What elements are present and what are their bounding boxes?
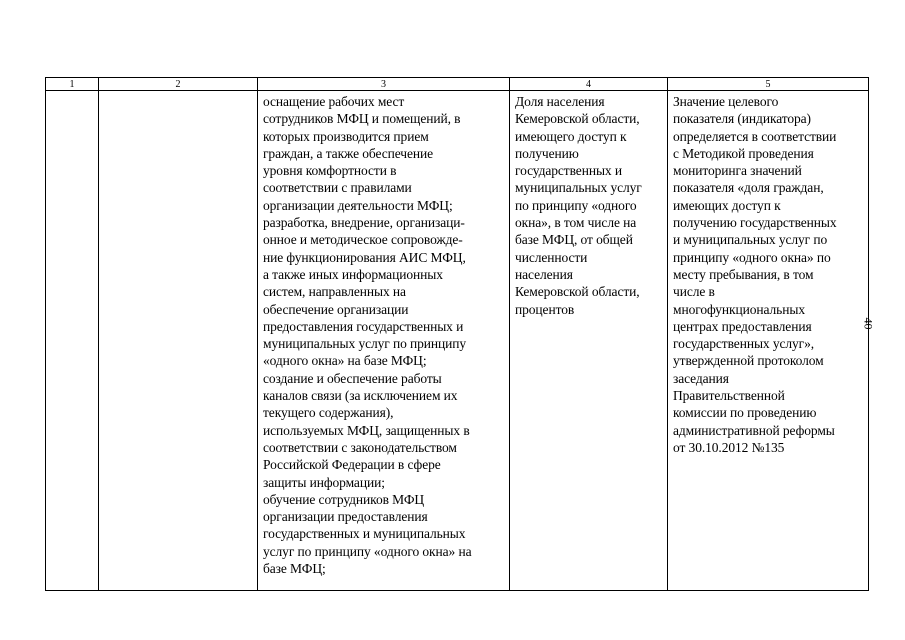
header-cell-5: 5 [668, 78, 869, 91]
cell-col-3 [258, 91, 510, 591]
cell-col-5 [668, 91, 869, 591]
cell-col-3-text: оснащение рабочих мест сотрудников МФЦ и помещений, в которых производится прием граждан, а также обеспечение уровня комфортности в соответствии с правилами организации деятельности МФЦ; разработка, внедрение, организаци- онное и методическое сопровожде- ние функционирования АИС МФЦ, а также иных информационных систем, направленных на обеспечение организации предоставления государственных и муниципальных услуг по принципу «одного окна» на базе МФЦ; создание и обеспечение работы каналов связи (за исключением их текущего содержания), используемых МФЦ, защищенных в соответствии с законодательством Российской Федерации в сфере защиты информации; обучение сотрудников МФЦ организации предоставления государственных и муниципальных услуг по принципу «одного окна» на базе МФЦ; [263, 94, 472, 577]
header-cell-1: 1 [46, 78, 99, 91]
cell-col-4-text: Доля населения Кемеровской области, имеющего доступ к получению государственных и муниципальных услуг по принципу «одного окна», в том числе на базе МФЦ, от общей численности населения Кемеровской области, процентов [515, 94, 642, 317]
header-cell-3: 3 [258, 78, 510, 91]
table-row [46, 91, 869, 591]
header-row [46, 78, 869, 91]
cell-col-4 [510, 91, 668, 591]
cell-col-1-text [46, 91, 98, 93]
cell-col-5-text: Значение целевого показателя (индикатора) определяется в соответствии с Методикой проведения мониторинга значений показателя «доля граждан, имеющих доступ к получению государственных и муниципальных услуг по принципу «одного окна» по месту пребывания, в том числе в многофункциональных центрах предоставления государственных услуг», утвержденной протоколом заседания Правительственной комиссии по проведению административной реформы от 30.10.2012 №135 [673, 94, 837, 455]
header-cell-2: 2 [99, 78, 258, 91]
header-cell-4: 4 [510, 78, 668, 91]
cell-col-2-text [99, 91, 257, 93]
cell-col-2 [99, 91, 258, 591]
page-number: 40 [861, 317, 876, 330]
data-table [45, 77, 869, 591]
cell-col-1 [46, 91, 99, 591]
